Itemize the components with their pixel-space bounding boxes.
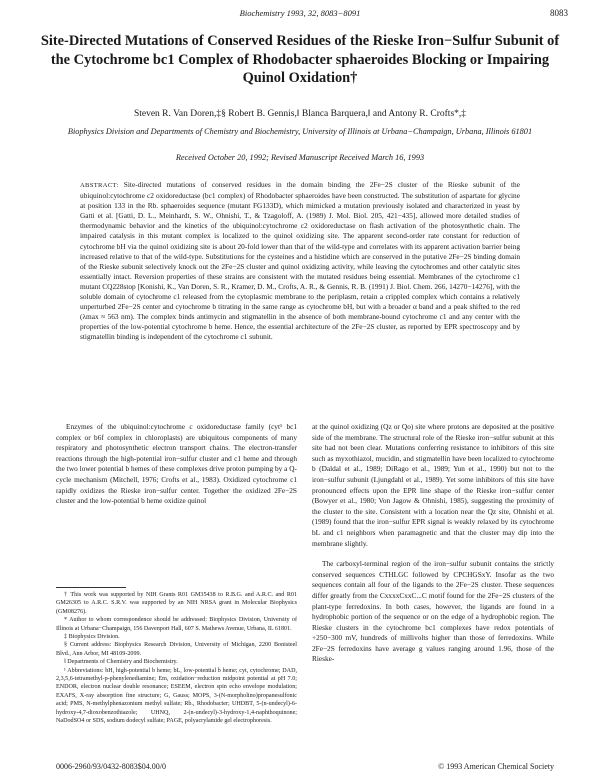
footnote: ¹ Abbreviations: bH, high-potential b heme; bL, low-potential b heme; cyt, cytochrome; DAD, 2,3,5,6-tetramethyl-p-phenylenediamine; Em, oxidation−reduction midpoint potential at pH 7.0; ENDOR, electron nuclear double resonance; ESEEM, electron spin echo envelope modulation; EXAFS, X-ray absorption fine structure; G, Gauss; MOPS, 3-(N-morpholino)propanesulfonic acid; PMS, N-methylphenazonium methyl sulfate; Rb., Rhodobacter; UHDBT, 5-(n-undecyl)-6-hydroxy-4,7-dioxobenzothiazole; UHNQ, 2-(n-undecyl)-3-hydroxy-1,4-naphthoquinone; NaDodSO4 or SDS, sodium dodecyl sulfate; PAGE, polyacrylamide gel electrophoresis. (56, 667, 297, 725)
page-number: 8083 (550, 8, 568, 18)
footnote-rule (56, 587, 126, 588)
body-column-right (312, 422, 554, 665)
footnote: * Author to whom correspondence should be addressed: Biophysics Division, University of Illinois at Urbana−Champaign, 156 Davenport Hall, 607 S. Mathews Avenue, Urbana, IL 61801. (56, 617, 297, 632)
journal-citation: Biochemistry 1993, 32, 8083−8091 (239, 8, 361, 18)
footnote: ‡ Biophysics Division. (64, 634, 120, 641)
footnote: † This work was supported by NIH Grants R01 GM35438 to R.B.G. and A.R.C. and R01 GM26305 to A.R.C. S.R.V. was supported by an NIH NRSA grant in Molecular Biophysics (GM08276). (56, 592, 297, 615)
abstract (80, 180, 520, 343)
page-footer (56, 762, 554, 771)
abstract-text: Site-directed mutations of conserved residues in the domain binding the 2Fe−2S cluster of the Rieske subunit of the ubiquinol:cytochrome c2 oxidoreductase (bc1 complex) of Rhodobacter sphaeroides have been constructed. The substitution of aspartate for glycine at position 133 in the Rb. sphaeroides sequence (mutant FG133D), which mimicked a mutation previously isolated and characterized in yeast by Gatti et al. [Gatti, D. L., Meinhardt, S. W., Ohnishi, T., & Tzagoloff, A. (1989) J. Mol. Biol. 205, 421−435], allowed more detailed studies of thermodynamic behavior and the kinetics of the ubiquinol:cytochrome c2 oxidoreductase on flash activation of the photosynthetic chain. The impaired catalysis in this mutant complex is localized to the quinol oxidizing site. The apparent second-order rate constant for reduction of cytochrome bH via the quinol oxidizing site is about 20-fold lower than that of the wild-type and correlates with its apparent activation barrier being increased relative to that of the wild-type. Substitutions for the cysteines and a histidine which are conserved in the putative 2Fe−2S binding domain of the Rieske subunit selectively knock out the 2Fe−2S cluster and quinol oxidizing activity, while leaving the cytochromes and other catalytic sites essentially intact. Reversion properties of these strains are consistent with the mutated residues being essential. Membranes of the cytochrome c1 mutant CQ228stop [Konishi, K., Van Doren, S. R., Kramer, D. M., Crofts, A. R., & Gennis, R. B. (1991) J. Biol. Chem. 266, 14270−14276], with the soluble domain of cytochrome c1 released from the cytoplasmic membrane to the periplasm, retain a crippled complex which contains a relatively unperturbed 2Fe−2S center and cytochrome b titrating in the same range as cytochrome bH, but with a broader α band and a peak shifted to the red (λmax ≈ 563 nm). The complex binds antimycin and stigmatellin in the absence of both membrane-bound cytochrome c1 and any center with the properties of the low-potential cytochrome b heme. Hence, the essential architecture of the 2Fe−2S cluster, as reported by EPR spectroscopy and by stigmatellin binding is independent of the cytochrome c1 subunit. (80, 180, 520, 342)
article-code: 0006-2960/93/0432-8083$04.00/0 (56, 762, 166, 771)
body-column-left (56, 422, 297, 507)
footnotes (56, 591, 297, 726)
body-paragraph: The carboxyl-terminal region of the iron−sulfur subunit contains the strictly conserved sequences CTHLGC followed by CPCHGSxY. Insofar as the two sequences contain all four of the ligands to the 2Fe−2S cluster. These sequences differ greatly from the CxxxxCxxC...C motif found for the 2Fe−2S clusters of the plant-type ferredoxins. In both cases, however, the ligands are found in a hydrophobic portion of the sequence or on the edge of a hydrophobic region. The Rieske clusters in the cytochrome bc1 complexes have redox potentials of +250−300 mV, hundreds of millivolts higher than those of ferredoxins. While 2Fe−2S ferredoxins have average g values ranging around 1.96, those of the Rieske- (312, 559, 554, 664)
footnote: § Current address: Biophysics Research Division, University of Michigan, 2200 Bonisteel Blvd., Ann Arbor, MI 48109-2099. (56, 642, 297, 657)
author-list: Steven R. Van Doren,‡§ Robert B. Gennis,‖ Blanca Barquera,‖ and Antony R. Crofts*,‡ (133, 109, 467, 119)
received-dates: Received October 20, 1992; Revised Manuscript Received March 16, 1993 (175, 153, 425, 162)
affiliation: Biophysics Division and Departments of Chemistry and Biochemistry, University of Illinois at Urbana−Champaign, Urbana, Illinois 61801 (67, 127, 533, 136)
body-paragraph: at the quinol oxidizing (Qz or Qo) site where protons are deposited at the positive side of the membrane. The structural role of the Rieske iron−sulfur subunit at this site had not been clear. Mutations conferring resistance to inhibitors of this site such as myxothiazol, mucidin, and stigmatellin have been localized to cytochrome b (Daldal et al., 1989; DiRago et al., 1989; Yun et al., 1990) but not to the iron−sulfur subunit (Ljungdahl et al., 1989). Yet some inhibitors of this site have pronounced effects upon the EPR line shape of the Rieske iron−sulfur center (Bowyer et al., 1980; Von Jagow & Ohnishi, 1985), suggesting the proximity of the cluster to the site. Consistent with a location near the Qz site, Ohnishi et al. (1989) found that the iron−sulfur EPR signal is weakly relaxed by its cytochrome bL and c1 neighbors when paramagnetic and that the cluster may dip into the membrane slightly. (312, 422, 554, 548)
abstract-label: ABSTRACT: (80, 182, 119, 189)
copyright: © 1993 American Chemical Society (438, 762, 554, 771)
body-paragraph: Enzymes of the ubiquinol:cytochrome c oxidoreductase family (cyt¹ bc1 complex or b6f complex in chloroplasts) are ubiquitous components of many respiratory and photosynthetic electron transport chains. The electron-transfer reactions through the high-potential iron−sulfur cluster and c1 heme and through the two lower potential b hemes of these complexes drive proton pumping by a Q-cycle mechanism (Mitchell, 1976; Crofts et al., 1983). Oxidized cytochrome c1 rapidly oxidizes the Rieske iron−sulfur center. Together the oxidized 2Fe−2S cluster and the low-potential b heme oxidize quinol (56, 422, 297, 506)
footnote: ‖ Departments of Chemistry and Biochemistry. (64, 659, 178, 666)
paper-title: Site-Directed Mutations of Conserved Residues of the Rieske Iron−Sulfur Subunit of the Cytochrome bc1 Complex of Rhodobacter sphaeroides Blocking or Impairing Quinol Oxidation† (40, 33, 560, 86)
